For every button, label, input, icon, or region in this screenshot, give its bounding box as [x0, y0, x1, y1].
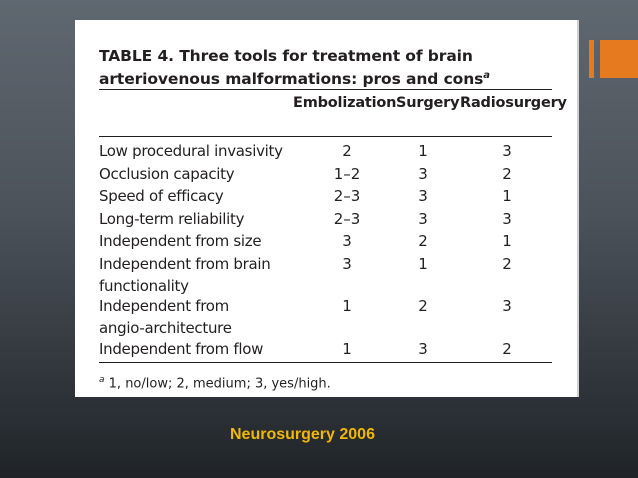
row-label: Low procedural invasivity — [99, 142, 283, 160]
caption-footnote-marker: a — [483, 70, 490, 81]
cell-embolization: 2–3 — [333, 187, 361, 205]
cell-surgery: 3 — [418, 187, 428, 205]
column-header-surgery: Surgery — [396, 95, 460, 111]
column-header-radiosurgery: Radiosurgery — [460, 95, 567, 111]
cell-surgery: 3 — [418, 340, 428, 358]
caption-text: TABLE 4. Three tools for treatment of brain arteriovenous malformations: pros and cons — [99, 47, 484, 89]
row-label: Speed of efficacy — [99, 187, 224, 205]
accent-bar-wide — [600, 40, 638, 78]
cell-radiosurgery: 2 — [502, 255, 512, 273]
cell-radiosurgery: 2 — [502, 340, 512, 358]
column-header-embolization: Embolization — [293, 95, 397, 111]
cell-embolization: 1 — [342, 297, 352, 315]
cell-radiosurgery: 3 — [502, 210, 512, 228]
footnote-marker: a — [99, 375, 105, 385]
accent-bar-thin — [589, 40, 594, 78]
table-caption — [99, 47, 569, 89]
cell-embolization: 2–3 — [333, 210, 361, 228]
cell-radiosurgery: 3 — [502, 142, 512, 160]
table-footnote — [99, 371, 331, 393]
cell-surgery: 3 — [418, 165, 428, 183]
row-label: Independent from brain functionality — [99, 255, 271, 295]
row-label: Independent from flow — [99, 340, 264, 358]
source-citation: Neurosurgery 2006 — [230, 426, 375, 443]
cell-embolization: 1 — [342, 340, 352, 358]
header-top-rule — [99, 89, 552, 90]
row-label: Occlusion capacity — [99, 165, 235, 183]
table-bottom-rule — [99, 362, 552, 363]
cell-radiosurgery: 3 — [502, 297, 512, 315]
cell-surgery: 1 — [418, 255, 428, 273]
cell-surgery: 2 — [418, 297, 428, 315]
table-figure — [75, 20, 579, 397]
cell-embolization: 3 — [342, 232, 352, 250]
row-label: Independent from size — [99, 232, 262, 250]
cell-surgery: 3 — [418, 210, 428, 228]
cell-surgery: 2 — [418, 232, 428, 250]
cell-surgery: 1 — [418, 142, 428, 160]
cell-radiosurgery: 1 — [502, 187, 512, 205]
cell-radiosurgery: 2 — [502, 165, 512, 183]
cell-embolization: 1–2 — [333, 165, 361, 183]
row-label: Independent from angio-architecture — [99, 297, 232, 337]
cell-radiosurgery: 1 — [502, 232, 512, 250]
footnote-text: 1, no/low; 2, medium; 3, yes/high. — [108, 376, 331, 392]
cell-embolization: 2 — [342, 142, 352, 160]
row-label: Long-term reliability — [99, 210, 245, 228]
cell-embolization: 3 — [342, 255, 352, 273]
header-bottom-rule — [99, 136, 552, 137]
